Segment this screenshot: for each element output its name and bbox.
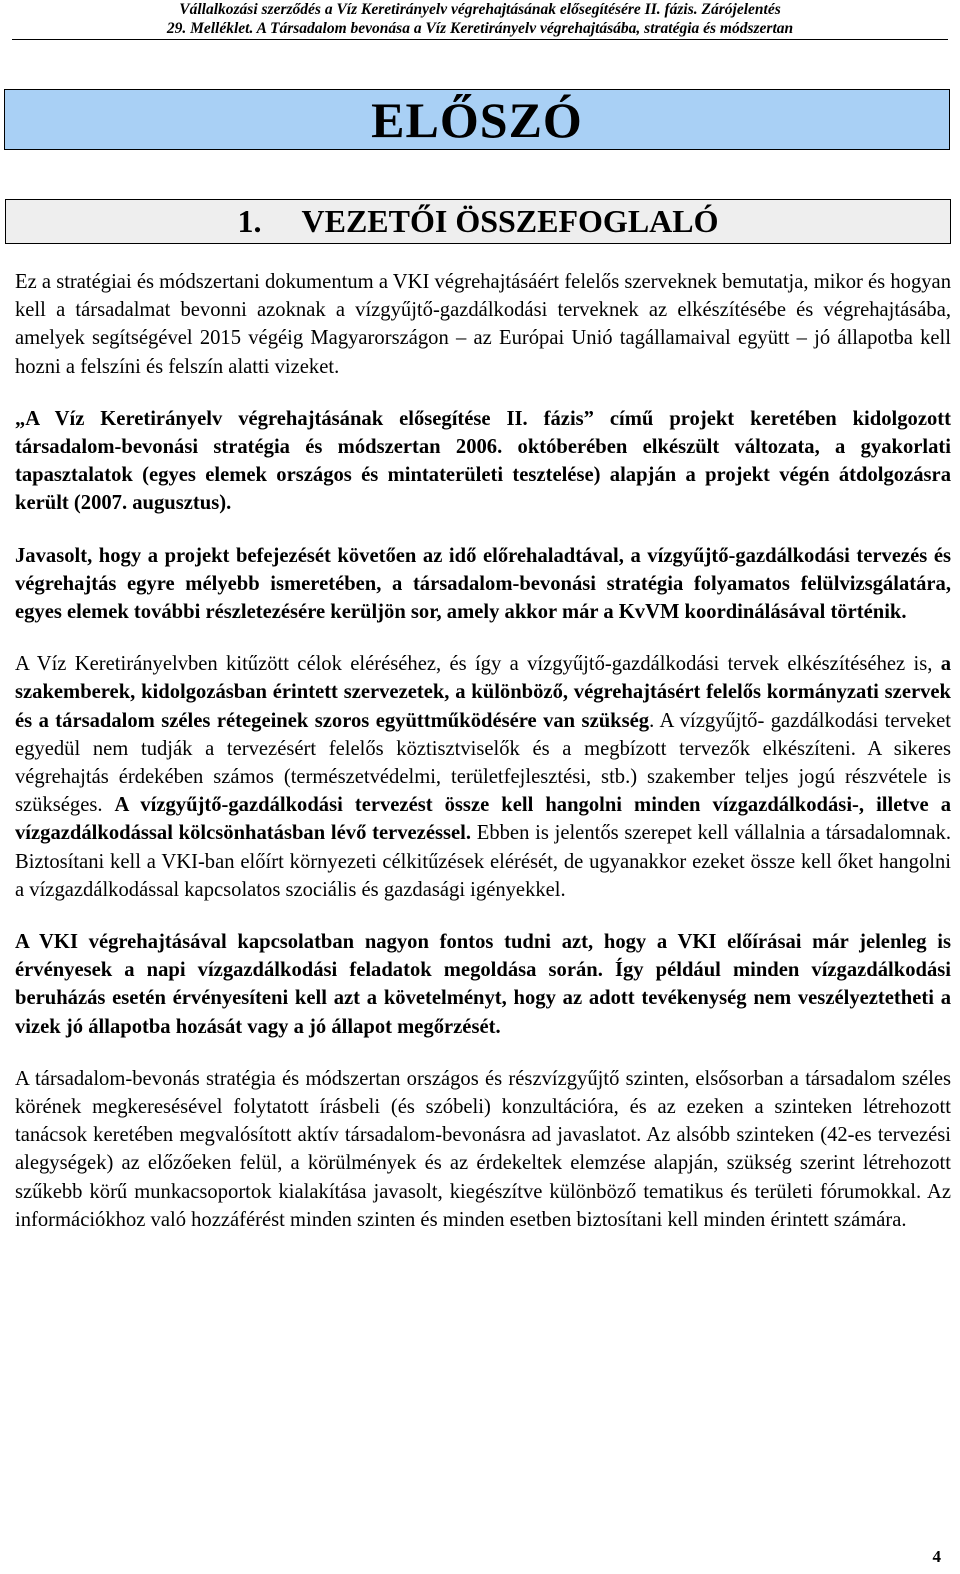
body-text — [15, 268, 951, 1258]
paragraph-4-part-b: a szakemberek, kidolgozásban érintett szervezetek, a különböző, végrehajtásért felelős kormányzati szervek és a társadalom széles rétegeinek szoros együttműködésére van szükség — [15, 653, 951, 732]
running-header — [12, 0, 948, 40]
title-box — [4, 89, 950, 150]
paragraph-6: A társadalom-bevonás stratégia és módszertan országos és részvízgyűjtő szinten, elsősorban a társadalom széles körének megkeresésével folytatott írásbeli (és szóbeli) konzultációra, és az ezeken a szinteken létrehozott tanácsok keretében megvalósított aktív társadalom-bevonásra ad javaslatot. Az alsóbb szinteken (42-es tervezési alegységek) az előzőeken felül, a körülmények és az érdekeltek elemzése alapján, szükség szerint létrehozott szűkebb körű munkacsoportok kialakítása javasolt, kiegészítve különböző tematikus és területi fórumokkal. Az információkhoz való hozzáférést minden szinten és minden esetben biztosítani kell minden érintett számára. — [15, 1067, 951, 1231]
paragraph-4-part-c: . A vízgyűjtő- gazdálkodási terveket egyedül nem tudják a tervezésért felelős köztisztviselők és a megbízott tervezők elkészíteni. A sikeres végrehajtás érdekében számos (természetvédelmi, területfejlesztési, stb.) szakember teljes jogú részvétele is szükséges. — [15, 709, 952, 817]
paragraph-2: „A Víz Keretirányelv végrehajtásának elősegítése II. fázis” című projekt keretében kidolgozott társadalom-bevonási stratégia és módszertan 2006. októberében elkészült változata, a gyakorlati tapasztalatok (egyes elemek országos és mintaterületi tesztelése) alapján a projekt végén átdolgozásra került (2007. augusztus). — [15, 407, 951, 515]
paragraph-5: A VKI végrehajtásával kapcsolatban nagyon fontos tudni azt, hogy a VKI előírásai már jelenleg is érvényesek a napi vízgazdálkodási feladatok megoldása során. Így például minden vízgazdálkodási beruházás esetén érvényesíteni kell azt a követelményt, hogy az adott tevékenység nem veszélyeztetheti a vizek jó állapotba hozását vagy a jó állapot megőrzését. — [15, 931, 951, 1038]
paragraph-1: Ez a stratégiai és módszertani dokumentum a VKI végrehajtásáért felelős szerveknek bemutatja, mikor és hogyan kell a társadalmat bevonni azoknak a vízgyűjtő-gazdálkodási terveknek az elkészítésébe és végrehajtásába, amelyek segítségével 2015 végéig Magyarországon – az Európai Unió tagállamaival együtt – jó állapotba kell hozni a felszíni és felszín alatti vizeket. — [15, 271, 951, 378]
section-heading — [5, 199, 951, 244]
paragraph-4-part-e: Ebben is jelentős szerepet kell vállalnia a társadalomnak. Biztosítani kell a VKI-ban előírt környezeti célkitűzések elérését, de ugyanakkor ezeket össze kell őket hangolni a vízgazdálkodással kapcsolatos szociális és gazdasági igényekkel. — [15, 822, 951, 901]
header-line-2: 29. Melléklet. A Társadalom bevonása a Víz Keretirányelv végrehajtásába, stratégia és módszertan — [166, 20, 794, 37]
paragraph-4-part-a: A Víz Keretirányelvben kitűzött célok eléréséhez, és így a vízgyűjtő-gazdálkodási tervek elkészítéséhez is, — [15, 653, 941, 676]
page-title: ELŐSZÓ — [371, 91, 583, 148]
paragraph-4 — [15, 650, 951, 904]
section-number: 1. — [237, 203, 262, 239]
paragraph-4-part-d: A vízgyűjtő-gazdálkodási tervezést össze kell hangolni minden vízgazdálkodási-, illetve a vízgazdálkodással kölcsönhatásban lévő tervezéssel. — [15, 794, 952, 845]
header-line-1: Vállalkozási szerződés a Víz Keretirányelv végrehajtásának elősegítésére II. fázis. Zárójelentés — [179, 1, 781, 18]
section-title: VEZETŐI ÖSSZEFOGLALÓ — [301, 203, 719, 239]
paragraph-3: Javasolt, hogy a projekt befejezését követően az idő előrehaladtával, a vízgyűjtő-gazdálkodási tervezés és végrehajtás egyre mélyebb ismeretében, a társadalom-bevonási stratégia folyamatos felülvizsgálatára, egyes elemek további részletezésére kerüljön sor, amely akkor már a KvVM koordinálásával történik. — [15, 544, 951, 624]
page-number: 4 — [932, 1547, 941, 1566]
